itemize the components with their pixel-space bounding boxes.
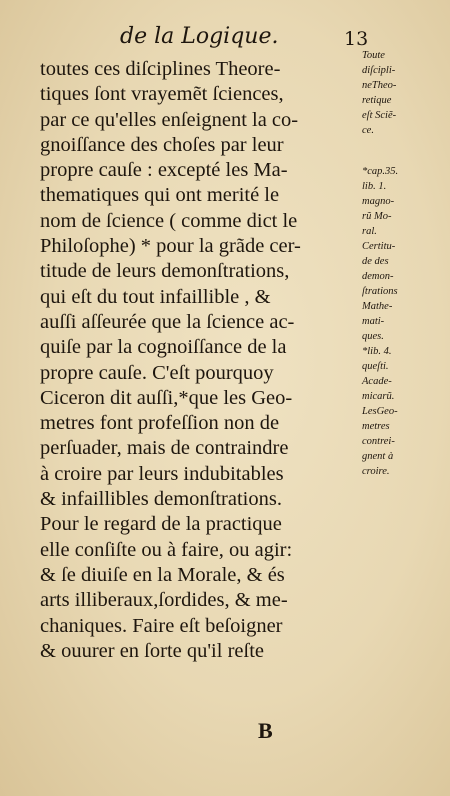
text-line: tiques ſont vrayemẽt ſciences, — [40, 83, 284, 106]
body-text — [40, 57, 362, 664]
margin-note: ques. — [362, 331, 384, 342]
margin-note: micarũ. — [362, 391, 395, 402]
margin-note: neTheo- — [362, 80, 397, 91]
text-line: à croire par leurs indubitables — [40, 462, 284, 485]
text-line: auſſi aſſeurée que la ſcience ac- — [40, 310, 295, 333]
margin-note: de des — [362, 256, 389, 267]
text-line: toutes ces diſciplines Theore- — [40, 58, 281, 80]
margin-note: magno- — [362, 196, 395, 207]
margin-note: contrei- — [362, 436, 395, 447]
text-line: perſuader, mais de contraindre — [40, 437, 289, 460]
margin-note: Mathe- — [362, 301, 393, 312]
text-line: Philoſophe) * pour la grãde cer- — [40, 235, 301, 258]
margin-notes — [362, 48, 424, 479]
margin-note — [362, 151, 424, 164]
text-line: qui eſt du tout infaillible , & — [40, 285, 271, 308]
margin-note: Certitu- — [362, 241, 396, 252]
text-line: propre cauſe. C'eſt pourquoy — [40, 361, 274, 384]
margin-note: ce. — [362, 125, 374, 136]
margin-note: mati- — [362, 316, 385, 327]
text-line: gnoiſſance des choſes par leur — [40, 133, 284, 156]
margin-note: *lib. 4. — [362, 346, 392, 357]
text-line: metres font profeſſion non de — [40, 412, 280, 435]
signature-mark: B — [258, 718, 273, 743]
text-line: titude de leurs demonſtrations, — [40, 260, 290, 283]
running-title: de la Logique. — [120, 24, 279, 49]
text-line: thematiques qui ont merité le — [40, 184, 280, 207]
margin-note: LesGeo- — [362, 406, 398, 417]
margin-note: metres — [362, 421, 390, 432]
margin-note: diſcipli- — [362, 65, 396, 76]
margin-note: ſtrations — [362, 286, 398, 297]
text-line: & ouurer en ſorte qu'il reſte — [40, 639, 264, 662]
margin-note: lib. 1. — [362, 181, 387, 192]
margin-note: demon- — [362, 271, 394, 282]
margin-note: ral. — [362, 226, 377, 237]
text-line: quiſe par la cognoiſſance de la — [40, 336, 287, 359]
margin-note: croire. — [362, 466, 390, 477]
margin-note: eſt Sciẽ- — [362, 110, 397, 121]
text-line: Ciceron dit auſſi,*que les Geo- — [40, 386, 293, 409]
text-line: Pour le regard de la practique — [40, 513, 282, 536]
text-line: elle conſiſte ou à faire, ou agir: — [40, 538, 293, 561]
margin-note: queſti. — [362, 361, 389, 372]
text-line: arts illiberaux,ſordides, & me- — [40, 589, 288, 612]
margin-note — [362, 138, 424, 151]
margin-note: retique — [362, 95, 392, 106]
margin-note: gnent à — [362, 451, 394, 462]
text-line: nom de ſcience ( comme dict le — [40, 209, 298, 232]
margin-note: Toute — [362, 50, 385, 61]
page-number: 13 — [344, 28, 369, 50]
margin-note: Acade- — [362, 376, 392, 387]
text-line: & ſe diuiſe en la Morale, & és — [40, 563, 285, 586]
text-line: par ce qu'elles enſeignent la co- — [40, 108, 299, 131]
text-line: chaniques. Faire eſt beſoigner — [40, 614, 283, 637]
text-line: & infaillibles demonſtrations. — [40, 488, 282, 511]
text-line: propre cauſe : excepté les Ma- — [40, 159, 288, 182]
margin-note: rũ Mo- — [362, 211, 392, 222]
margin-note: *cap.35. — [362, 166, 399, 177]
